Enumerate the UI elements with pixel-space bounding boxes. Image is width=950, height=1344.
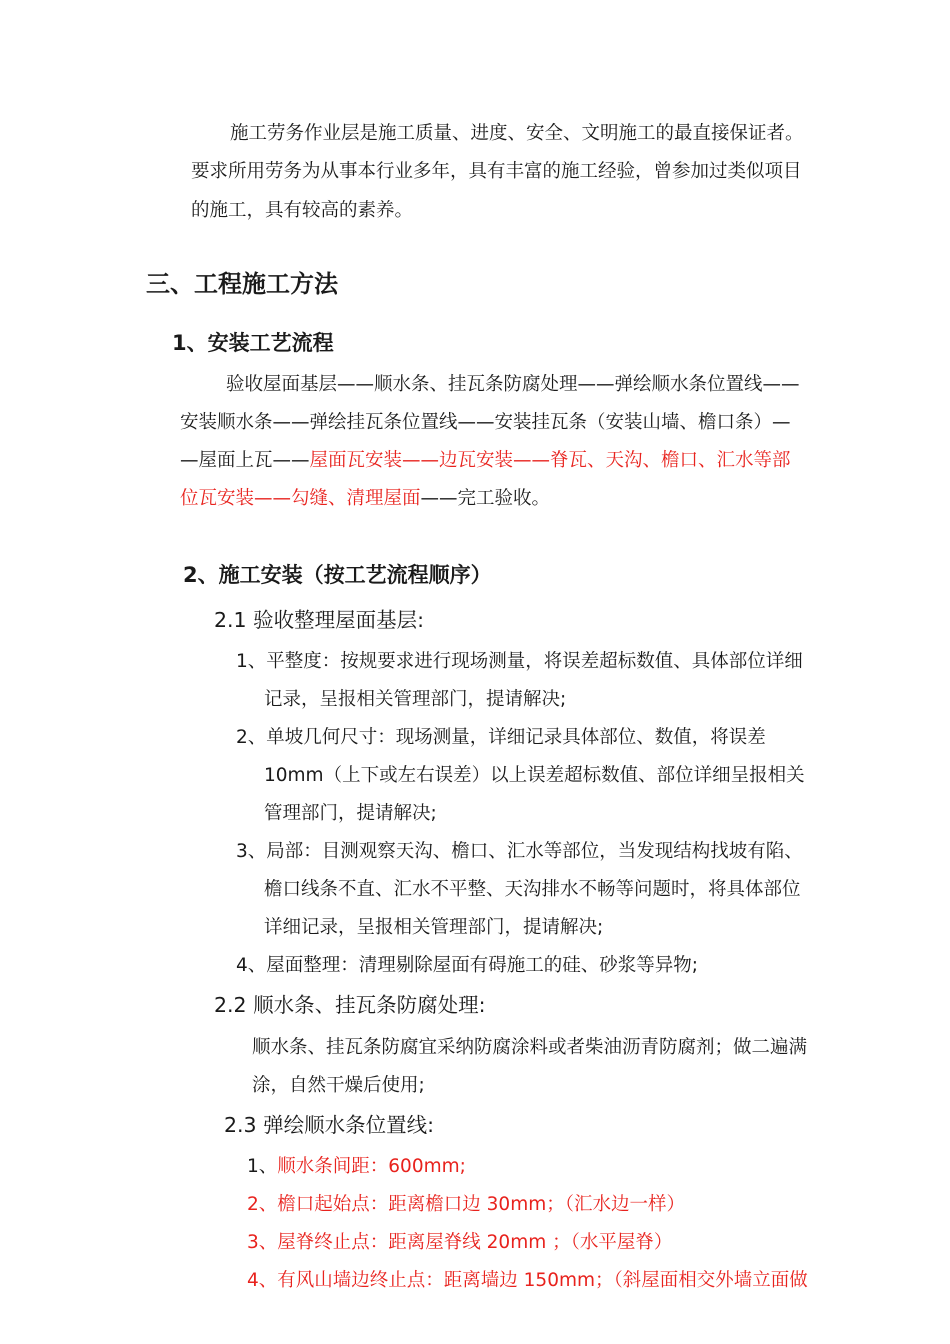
subsection-heading-2: 2、施工安装（按工艺流程顺序） (183, 563, 492, 587)
section-heading: 三、工程施工方法 (146, 270, 338, 298)
spec-item-1-number: 1、 (247, 1156, 278, 1177)
intro-line-1: 施工劳务作业层是施工质量、进度、安全、文明施工的最直接保证者。 (230, 123, 804, 144)
item-1-line-2: 记录，呈报相关管理部门，提请解决; (264, 689, 567, 710)
item-2-line-3: 管理部门，提请解决; (264, 803, 437, 824)
spec-item-2: 2、檐口起始点：距离檐口边 30mm；（汇水边一样） (247, 1194, 685, 1215)
flow-line-2: 安装顺水条——弹绘挂瓦条位置线——安装挂瓦条（安装山墙、檐口条）— (180, 412, 791, 433)
item-3-line-1: 3、局部：目测观察天沟、檐口、汇水等部位，当发现结构找坡有陷、 (236, 841, 803, 862)
intro-line-2: 要求所用劳务为从事本行业多年，具有丰富的施工经验，曾参加过类似项目 (191, 161, 802, 182)
flow-line-4-black: ——完工验收。 (420, 488, 551, 509)
item-2-line-1: 2、单坡几何尺寸：现场测量，详细记录具体部位、数值，将误差 (236, 727, 766, 748)
item-4-line-1: 4、屋面整理：清理剔除屋面有碍施工的硅、砂浆等异物; (236, 955, 699, 976)
subsection-heading-1: 1、安装工艺流程 (172, 331, 334, 355)
spec-item-1 (247, 1155, 466, 1179)
flow-line-4 (180, 487, 550, 511)
spec-item-1-text: 顺水条间距：600mm; (277, 1156, 466, 1177)
flow-line-3 (180, 449, 791, 473)
heading-2-1: 2.1 验收整理屋面基层: (214, 608, 425, 632)
intro-line-3: 的施工，具有较高的素养。 (191, 200, 414, 221)
heading-2-2: 2.2 顺水条、挂瓦条防腐处理: (214, 993, 486, 1017)
flow-line-1: 验收屋面基层——顺水条、挂瓦条防腐处理——弹绘顺水条位置线—— (226, 374, 800, 395)
flow-line-3-black: —屋面上瓦—— (180, 450, 310, 471)
antiseptic-line-2: 涂，自然干燥后使用; (252, 1075, 425, 1096)
item-2-line-2: 10mm（上下或左右误差）以上误差超标数值、部位详细呈报相关 (264, 765, 805, 786)
spec-item-4: 4、有风山墙边终止点：距离墙边 150mm；（斜屋面相交外墙立面做 (247, 1270, 808, 1291)
flow-line-3-red: 屋面瓦安装——边瓦安装——脊瓦、天沟、檐口、汇水等部 (309, 450, 791, 471)
item-1-line-1: 1、平整度：按规要求进行现场测量，将误差超标数值、具体部位详细 (236, 651, 803, 672)
item-3-line-2: 檐口线条不直、汇水不平整、天沟排水不畅等问题时，将具体部位 (264, 879, 801, 900)
spec-item-3: 3、屋脊终止点：距离屋脊线 20mm ；（水平屋脊） (247, 1232, 673, 1253)
flow-line-4-red: 位瓦安装——勾缝、清理屋面 (180, 488, 421, 509)
item-3-line-3: 详细记录，呈报相关管理部门，提请解决; (264, 917, 604, 938)
antiseptic-line-1: 顺水条、挂瓦条防腐宜采纳防腐涂料或者柴油沥青防腐剂；做二遍满 (252, 1037, 808, 1058)
heading-2-3: 2.3 弹绘顺水条位置线: (224, 1113, 435, 1137)
